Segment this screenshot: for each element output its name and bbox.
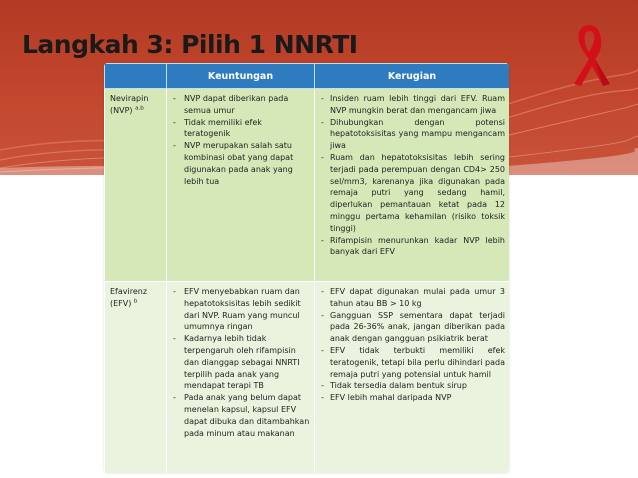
- list-item: - Pada anak yang belum dapat menelan kapsul, kapsul EFV dapat dibuka dan ditambahkan pada minum atau makanan: [172, 392, 310, 439]
- list-item: - NVP dapat diberikan pada semua umur: [172, 93, 310, 117]
- list-item: - EFV tidak terbukti memiliki efek teratogenik, tetapi bila perlu dihindari pada remaja putri yang potensial untuk hamil: [320, 345, 505, 380]
- list-item: - Rifampisin menurunkan kadar NVP lebih banyak dari EFV: [320, 235, 505, 259]
- red-ribbon-icon: [566, 22, 612, 88]
- slide-title: Langkah 3: Pilih 1 NNRTI: [22, 30, 358, 59]
- header-advantages: Keuntungan: [167, 64, 315, 89]
- list-item: - EFV menyebabkan ruam dan hepatotoksisitas lebih sedikit dari NVP. Ruam yang muncul umumnya ringan: [172, 286, 310, 333]
- drug-name: Efavirenz (EFV): [110, 287, 148, 308]
- advantages-cell: [167, 89, 315, 282]
- drug-name-cell: [105, 282, 167, 474]
- list-item: - EFV lebih mahal daripada NVP: [320, 392, 505, 404]
- list-item: - Ruam dan hepatotoksisitas lebih sering terjadi pada perempuan dengan CD4> 250 sel/mm3, karenanya jika digunakan pada remaja putri yang sedang hamil, diperlukan pemantauan ketat pada 12 minggu pertama kehamilan (risiko toksik tinggi): [320, 152, 505, 235]
- advantages-cell: [167, 282, 315, 474]
- table-row: [105, 282, 510, 474]
- list-item: - Tidak tersedia dalam bentuk sirup: [320, 380, 505, 392]
- drug-name-cell: [105, 89, 167, 282]
- list-item: - EFV dapat digunakan mulai pada umur 3 tahun atau BB > 10 kg: [320, 286, 505, 310]
- table-header-row: [105, 64, 510, 89]
- header-corner: [105, 64, 167, 89]
- drug-superscript: a,b: [135, 105, 144, 112]
- nnrti-comparison-table: [104, 63, 509, 473]
- disadvantages-cell: [315, 282, 510, 474]
- header-disadvantages: Kerugian: [315, 64, 510, 89]
- drug-name: Nevirapin (NVP): [110, 94, 149, 115]
- list-item: - Dihubungkan dengan potensi hepatotoksisitas yang mampu mengancam jiwa: [320, 117, 505, 152]
- list-item: - Kadarnya lebih tidak terpengaruh oleh rifampisin dan dianggap sebagai NNRTI terpilih pada anak yang mendapat terapi TB: [172, 333, 310, 392]
- drug-superscript: b: [133, 298, 138, 305]
- table-row: [105, 89, 510, 282]
- disadvantages-cell: [315, 89, 510, 282]
- list-item: - NVP merupakan salah satu kombinasi obat yang dapat digunakan pada anak yang lebih tua: [172, 140, 310, 187]
- list-item: - Tidak memiliki efek teratogenik: [172, 117, 310, 141]
- list-item: - Gangguan SSP sementara dapat terjadi pada 26-36% anak, jangan diberikan pada anak dengan gangguan psikiatrik berat: [320, 310, 505, 345]
- list-item: - Insiden ruam lebih tinggi dari EFV. Ruam NVP mungkin berat dan mengancam jiwa: [320, 93, 505, 117]
